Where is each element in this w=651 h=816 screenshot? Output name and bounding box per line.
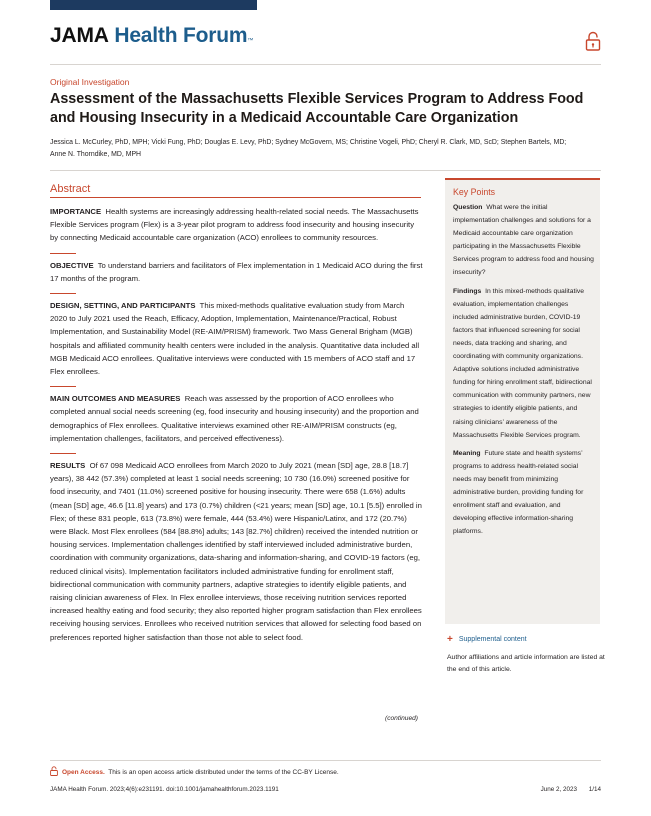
section-text: Of 67 098 Medicaid ACO enrollees from March 2020 to July 2021 (mean [SD] age, 28.8 [18.7] years), 38 442 (57.3%) completed at least 1 social needs screening; 10 730 (16.0%) screened positive for food insecurity, and 7401 (11.0%) screened positive for housing insecurity. There were 658 (1.6%) adults (mean [SD] age, 46.6 [11.8] years) and 173 (0.7%) children (<21 years; mean [SD] age, 10.1 [5.5]) enrolled in Flex; of these 831 people, 613 (73.8%) were female, 444 (53.4%) were Hispanic/Latinx, and 172 (20.7%) were Black. Most Flex enrollees (584 [88.8%] adults; 143 [82.7%] children) received the intended nutrition or housing services. Implementation challenges identified by staff interviewed included administrative burden, coordination with community organizations, data-sharing and information-sharing, and COVID-19 factors (eg, reduced clinical visits). Implementation facilitators included administrative funding for enrollment staff, bidirectional communication with community partners, adaptive strategies to identify eligible patients, and raising clinician awareness of Flex. In Flex enrollee interviews, those receiving nutrition services reported increased healthy eating and food security; they also reported higher program satisfaction than Flex enrollees receiving housing services. Enrollees who received nutrition services that allowed for selecting food based on preferences reported higher satisfaction than those not able to select food.: [50, 461, 422, 642]
journal-name-jama: JAMA: [50, 24, 109, 47]
open-access-label: Open Access.: [62, 769, 105, 776]
footer-citation: JAMA Health Forum. 2023;4(6):e231191. doi:10.1001/jamahealthforum.2023.1191: [50, 786, 279, 793]
abstract-section-results: [50, 459, 423, 644]
key-points-heading: Key Points: [453, 187, 496, 197]
key-point-label: Question: [453, 204, 483, 211]
open-access-lock-icon: [585, 31, 601, 51]
section-separator: [50, 253, 76, 254]
abstract-heading-rule: [50, 197, 421, 198]
section-text: Health systems are increasingly addressing health-related social needs. The Massachusetts Flexible Services program (Flex) is a 3-year pilot program to address food insecurity and housing insecurity by connecting Medicaid accountable care organization (ACO) enrollees to community resources.: [50, 207, 419, 243]
key-point-text: In this mixed-methods qualitative evaluation, implementation challenges included administrative burden, COVID-19 factors that influenced screening for social needs, data tracking and sharing, and coordinating with community organizations. Adaptive solutions included administrative funding for hiring enrollment staff, bidirectional communication with community partners, new strategies to identify eligible patients, and raising clinicians’ awareness of the Massachusetts Flexible Services program.: [453, 287, 592, 439]
footer-date: June 2, 2023: [540, 786, 577, 793]
header-divider: [50, 64, 601, 65]
section-text: This mixed-methods qualitative evaluation study from March 2020 to July 2021 used the Reach, Efficacy, Adoption, Implementation, Maintenance/Practical, Robust Implementation, and Sustainability Model (RE-AIM/PRISM) framework. Two Mass General Brigham (MGB) hospitals and affiliated community health centers were included in the analysis. Quantitative data included all MGB Medicaid ACO enrollees. Qualitative interviews were conducted with 15 members of ACO staff and 17 Flex enrollees.: [50, 301, 420, 377]
footer-page-number: 1/14: [588, 786, 601, 793]
abstract-section-objective: [50, 259, 423, 285]
key-point-question: [453, 201, 595, 280]
section-label: OBJECTIVE: [50, 260, 94, 270]
section-label: RESULTS: [50, 461, 86, 471]
continued-marker: (continued): [385, 715, 418, 722]
abstract-section-outcomes: [50, 392, 423, 445]
section-text: Reach was assessed by the proportion of ACO enrollees who completed annual social needs screening (eg, food insecurity and housing insecurity) and the proportion and demographics of Flex enrollees. Qualitative interviews examined other RE-AIM/PRISM constructs (eg, implementation challenges, facilitators, and perceived effectiveness).: [50, 394, 419, 443]
section-text: To understand barriers and facilitators of Flex implementation in 1 Medicaid ACO during the first 17 months of the program.: [50, 260, 423, 283]
supplemental-content-link[interactable]: [447, 634, 527, 645]
section-separator: [50, 386, 76, 387]
key-points-box: [445, 178, 600, 624]
article-title: Assessment of the Massachusetts Flexible Services Program to Address Food and Housing Insecurity in a Medicaid Accountable Care Organization: [50, 91, 584, 126]
supplemental-content-label: Supplemental content: [458, 636, 527, 643]
key-points-body: [453, 201, 595, 543]
affiliations-note: Author affiliations and article information are listed at the end of this article.: [447, 654, 605, 673]
journal-trademark: ™: [247, 38, 254, 44]
open-padlock-icon: [50, 766, 58, 776]
section-label: DESIGN, SETTING, AND PARTICIPANTS: [50, 301, 196, 311]
key-point-text: Future state and health systems’ programs to address health-related social needs may benefit from minimizing administrative burden, providing funding for enrollment staff and evaluation, and developing effective information-sharing platforms.: [453, 449, 584, 536]
key-point-findings: [453, 285, 595, 442]
abstract-body: [50, 205, 423, 644]
section-label: MAIN OUTCOMES AND MEASURES: [50, 394, 181, 404]
key-point-meaning: [453, 447, 595, 539]
open-access-text: This is an open access article distributed under the terms of the CC-BY License.: [108, 769, 339, 776]
author-list: Jessica L. McCurley, PhD, MPH; Vicki Fung, PhD; Douglas E. Levy, PhD; Sydney McGovern, MS; Christine Vogeli, PhD; Cheryl R. Clark, MD, ScD; Stephen Bartels, MD; Anne N. Thorndike, MD, MPH: [50, 139, 567, 158]
abstract-section-design: [50, 299, 423, 378]
key-point-text: What were the initial implementation challenges and solutions for a Medicaid accountable care organization participating in the Massachusetts Flexible Services program to address food and housing insecurity?: [453, 204, 594, 277]
journal-name-health-forum: Health Forum: [114, 24, 248, 47]
key-point-label: Meaning: [453, 449, 481, 457]
plus-icon: +: [447, 634, 453, 645]
footer-divider: [50, 760, 601, 761]
article-type: Original Investigation: [50, 77, 130, 87]
open-access-notice: [50, 766, 339, 776]
journal-top-bar: [50, 0, 257, 10]
abstract-heading: Abstract: [50, 183, 91, 195]
section-label: IMPORTANCE: [50, 207, 102, 216]
authors-divider: [50, 170, 601, 171]
section-separator: [50, 293, 76, 294]
key-point-label: Findings: [453, 287, 482, 295]
journal-logo: [50, 24, 253, 48]
section-separator: [50, 453, 76, 454]
abstract-section-importance: [50, 205, 423, 245]
